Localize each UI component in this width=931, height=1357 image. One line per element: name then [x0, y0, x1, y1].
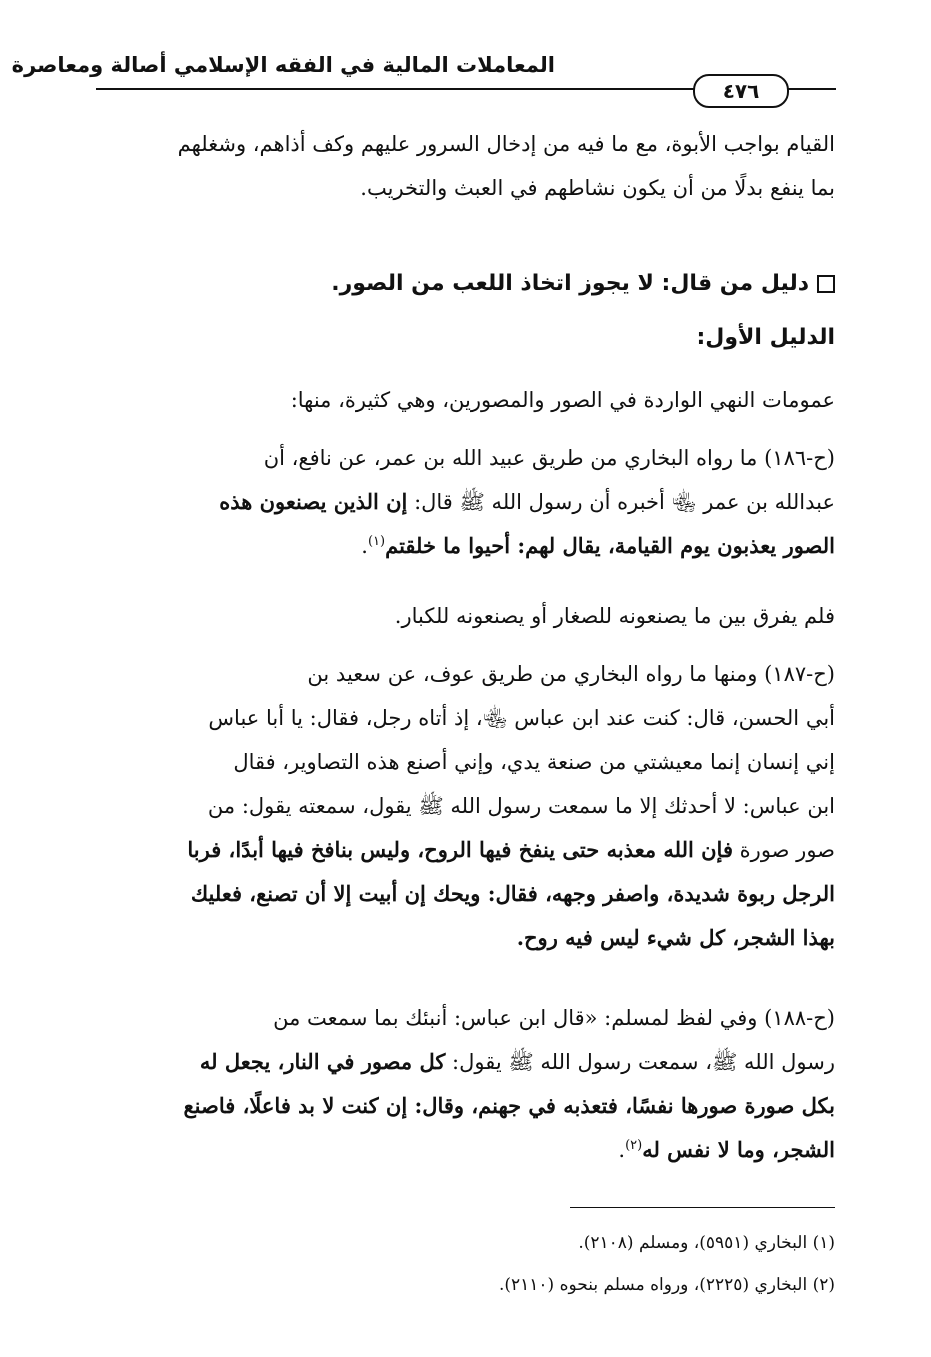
hadith-186	[95, 436, 835, 568]
text-line: الرجل ربوة شديدة، واصفر وجهه، فقال: ويحك إن أبيت إلا أن تصنع، فعليك	[190, 881, 835, 906]
plain-text: .	[361, 534, 368, 558]
text-line: عمومات النهي الواردة في الصور والمصورين، وهي كثيرة، منها:	[290, 388, 835, 412]
hadith-188	[95, 996, 835, 1172]
text-line	[95, 1128, 835, 1172]
hadith-187	[95, 652, 835, 960]
footnote-ref[interactable]: (٢)	[625, 1138, 643, 1153]
plain-text: رسول الله ﷺ، سمعت رسول الله ﷺ يقول:	[445, 1050, 835, 1074]
text-line: (ح-١٨٨) وفي لفظ لمسلم: «قال ابن عباس: أنبئك بما سمعت من	[273, 1006, 835, 1030]
section-heading-text: دليل من قال: لا يجوز اتخاذ اللعب من الصور.	[331, 271, 809, 296]
text-line: ابن عباس: لا أحدثك إلا ما سمعت رسول الله ﷺ يقول، سمعته يقول: من	[207, 794, 835, 818]
text-line: (ح-١٨٦) ما رواه البخاري من طريق عبيد الله بن عمر، عن نافع، أن	[263, 446, 835, 470]
footnote-2: (٢) البخاري (٢٢٢٥)، ورواه مسلم بنحوه (٢١١٠).	[498, 1275, 835, 1295]
section-heading	[95, 264, 835, 304]
text-line: بما ينفع بدلًا من أن يكون نشاطهم في العبث والتخريب.	[360, 176, 835, 200]
sub-heading: الدليل الأول:	[696, 325, 835, 350]
footnote-divider	[570, 1207, 835, 1208]
text-line: (ح-١٨٧) ومنها ما رواه البخاري من طريق عوف، عن سعيد بن	[307, 662, 835, 686]
text-line: القيام بواجب الأبوة، مع ما فيه من إدخال السرور عليهم وكف أذاهم، وشغلهم	[177, 132, 835, 156]
square-bullet-icon	[817, 275, 835, 293]
comment-paragraph	[95, 594, 835, 638]
intro-paragraph	[95, 122, 835, 210]
plain-text: .	[618, 1138, 626, 1162]
text-line	[95, 1040, 835, 1084]
text-line: أبي الحسن، قال: كنت عند ابن عباس ﵄، إذ أتاه رجل، فقال: يا أبا عباس	[208, 706, 835, 730]
bold-text: إن الذين يصنعون هذه	[219, 489, 408, 514]
bold-text: كل مصور في النار، يجعل له	[199, 1049, 446, 1074]
text-line	[95, 480, 835, 524]
general-paragraph	[95, 378, 835, 422]
book-title: المعاملات المالية في الفقه الإسلامي أصالة ومعاصرة	[11, 53, 555, 77]
bold-text: الصور يعذبون يوم القيامة، يقال لهم: أحيوا ما خلقتم	[385, 533, 835, 558]
text-line: فلم يفرق بين ما يصنعونه للصغار أو يصنعونه للكبار.	[394, 604, 835, 628]
text-line	[95, 828, 835, 872]
bold-text: فإن الله معذبه حتى ينفخ فيها الروح، وليس بنافخ فيها أبدًا، فربا	[187, 837, 733, 862]
plain-text: صور صورة	[733, 838, 835, 862]
footnote-1: (١) البخاري (٥٩٥١)، ومسلم (٢١٠٨).	[578, 1233, 835, 1253]
bold-text: الشجر، وما لا نفس له	[642, 1137, 835, 1162]
text-line	[95, 524, 835, 568]
text-line: بهذا الشجر، كل شيء ليس فيه روح.	[516, 925, 835, 950]
text-line: بكل صورة صورها نفسًا، فتعذبه في جهنم، وقال: إن كنت لا بد فاعلًا، فاصنع	[183, 1093, 835, 1118]
plain-text: عبدالله بن عمر ﵄ أخبره أن رسول الله ﷺ قال:	[407, 490, 835, 514]
text-line: إني إنسان إنما معيشتي من صنعة يدي، وإني أصنع هذه التصاوير، فقال	[233, 750, 835, 774]
footnote-ref[interactable]: (١)	[367, 534, 386, 549]
page-number: ٤٧٦	[693, 74, 789, 108]
